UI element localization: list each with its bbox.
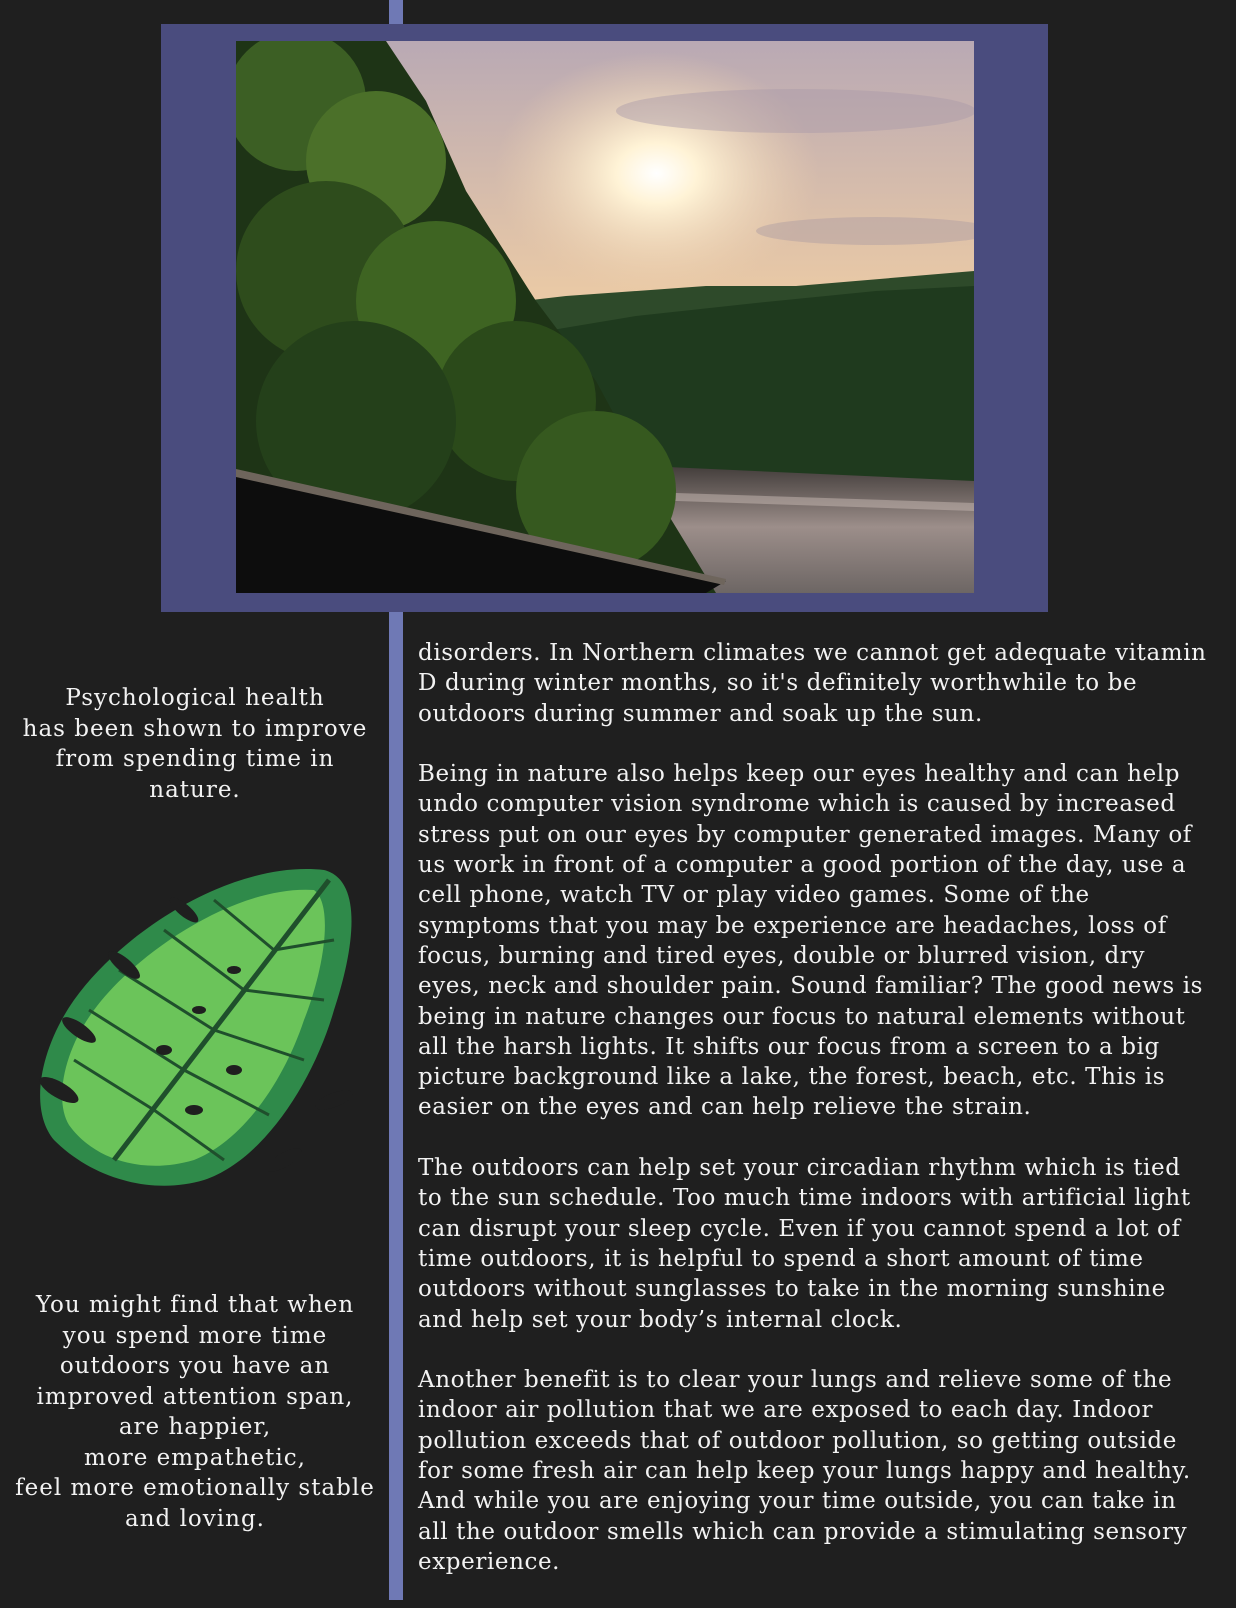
article-body <box>418 638 1224 1608</box>
article-paragraph: The outdoors can help set your circadian rhythm which is tied to the sun schedule. Too much time indoors with artificial light can disrupt your sleep cycle. Even if you cannot spend a lot of time outdoors, it is helpful to spend a short amount of time outdoors without sunglasses to take in the morning sunshine and help set your body’s internal clock. <box>418 1155 1191 1333</box>
quote-line: You might find that when <box>35 1292 355 1318</box>
quote-line: improved attention span, <box>36 1383 354 1410</box>
quote-line: outdoors you have an <box>59 1353 331 1379</box>
article-paragraph: Another benefit is to clear your lungs and relieve some of the indoor air pollution that we are exposed to each day. Indoor pollution exceeds that of outdoor pollution, so getting outside for some fresh air can help keep your lungs happy and healthy. And while you are enjoying your time outside, you can take in all the outdoor smells which can provide a stimulating sensory experience. <box>418 1367 1191 1575</box>
pull-quote-top <box>10 683 380 805</box>
article-paragraph: Being in nature also helps keep our eyes healthy and can help undo computer vision syndrome which is caused by increased stress put on our eyes by computer generated images. Many of us work in front of a computer a good portion of the day, use a cell phone, watch TV or play video games. Some of the symptoms that you may be experience are headaches, loss of focus, burning and tired eyes, double or blurred vision, dry eyes, neck and shoulder pain. Sound familiar? The good news is being in nature changes our focus to natural elements without all the harsh lights. It shifts our focus from a screen to a big picture background like a lake, the forest, beach, etc. This is easier on the eyes and can help relieve the strain. <box>418 761 1204 1121</box>
photo-frame <box>161 24 1048 612</box>
article-paragraph: disorders. In Northern climates we cannot get adequate vitamin D during winter months, so it's definitely worthwhile to be outdoors during summer and soak up the sun. <box>418 640 1207 727</box>
pull-quote-bottom <box>10 1290 380 1534</box>
quote-line: are happier, <box>118 1414 272 1440</box>
quote-line: from spending time in <box>55 746 335 772</box>
quote-line: has been shown to improve <box>22 715 368 742</box>
quote-line: feel more emotionally stable <box>15 1475 375 1501</box>
monstera-leaf-icon <box>34 860 364 1200</box>
quote-line: you spend more time <box>62 1322 328 1349</box>
quote-line: more empathetic, <box>84 1444 306 1471</box>
quote-line: nature. <box>149 776 241 803</box>
quote-line: and loving. <box>125 1505 265 1532</box>
landscape-photo <box>236 41 974 593</box>
quote-line: Psychological health <box>65 685 325 711</box>
